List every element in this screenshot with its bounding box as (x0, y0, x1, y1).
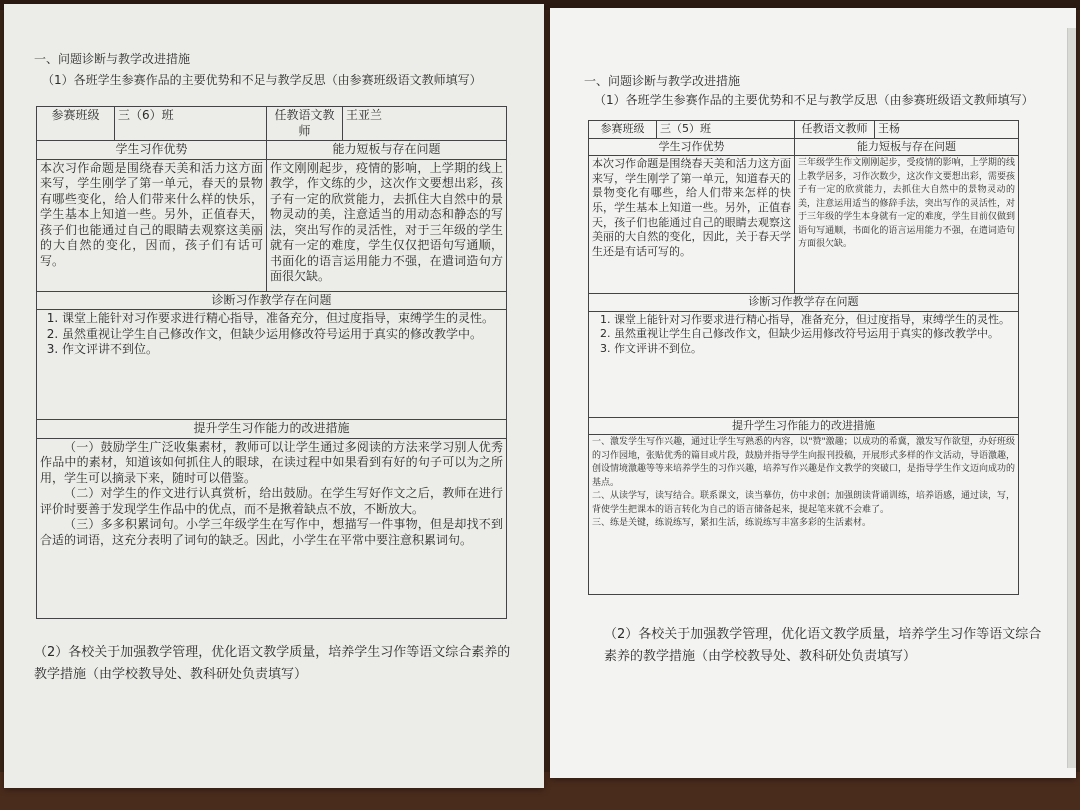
measure-paragraph: （三）多多积累词句。小学三年级学生在写作中，想描写一件事物，但是却找不到合适的词语，这充分表明了词句的缺乏。因此，小学生在平常中要注意积累词句。 (40, 517, 503, 547)
problem-item: 1. 课堂上能针对习作要求进行精心指导，准备充分，但过度指导，束缚学生的灵性。 (62, 311, 503, 327)
class-label: 参赛班级 (589, 121, 657, 139)
measure-paragraph: （一）鼓励学生广泛收集素材，教师可以让学生通过多阅读的方法来学习别人优秀作品中的素材，知道该如何抓住人的眼球，在读过程中如果看到有好的句子可以为之所用，学生可以摘录下来，随时可以借鉴。 (40, 439, 503, 485)
question-2-label: （2）各校关于加强教学管理，优化语文教学质量，培养学生习作等语文综合素养的教学措施（由学校教导处、教科研处负责填写） (604, 627, 1042, 664)
measures-cell (589, 435, 1019, 595)
measures-cell (37, 438, 507, 618)
measure-paragraph: 一、激发学生写作兴趣，通过让学生写熟悉的内容，以"赞"激趣；以成功的希冀，激发写作欲望，办好班级的习作园地，张贴优秀的篇目或片段，鼓励并指导学生向报刊投稿，开展形式多样的作文活动，导语激趣，创设情境激趣等等来培养学生的习作兴趣，培养写作兴趣是作文教学的突破口，是指导学生作文迈向成功的基点。 (592, 437, 1016, 488)
teacher-label: 任教语文教师 (267, 107, 343, 141)
teacher-value: 王亚兰 (343, 107, 507, 141)
problem-item: 3. 作文评讲不到位。 (614, 342, 1015, 357)
question-1-label: （1）各班学生参赛作品的主要优势和不足与教学反思（由参赛班级语文教师填写） (594, 93, 1034, 107)
measure-paragraph: 三、练是关键，练说练写，紧扣生活，练说练写丰富多彩的生活素材。 (592, 518, 872, 529)
question-2-label: （2）各校关于加强教学管理，优化语文教学质量，培养学生习作等语文综合素养的教学措施（由学校教导处、教科研处负责填写） (34, 645, 511, 682)
measures-header: 提升学生习作能力的改进措施 (589, 417, 1019, 435)
diagnosis-cell (589, 311, 1019, 417)
section-heading: 一、问题诊断与教学改进措施 (584, 74, 741, 88)
question-1-label: （1）各班学生参赛作品的主要优势和不足与教学反思（由参赛班级语文教师填写） (42, 73, 482, 87)
weaknesses-header: 能力短板与存在问题 (795, 138, 1019, 156)
strengths-header: 学生习作优势 (589, 138, 795, 156)
reflection-form-table (588, 120, 1019, 595)
teacher-value: 王杨 (875, 121, 1019, 139)
strengths-header: 学生习作优势 (37, 141, 267, 160)
problem-list (40, 311, 503, 358)
paper-stack-edge (1067, 28, 1076, 768)
class-value: 三（6）班 (115, 107, 267, 141)
measure-paragraph: （二）对学生的作文进行认真赏析，给出鼓励。在学生写好作文之后，教师在进行评价时要善于发现学生作品中的优点，而不是揪着缺点不放，不断放大。 (40, 486, 503, 516)
strengths-text: 本次习作命题是围绕春天美和活力这方面来写，学生刚学了第一单元，知道春天的景物变化有哪些，给人们带来怎样的快乐，学生基本上知道一些。另外，正值春天，孩子们也能通过自己的眼睛去观察这美丽的大自然的变化，因此，关于春天学生还是有话可写的。 (589, 156, 795, 294)
weaknesses-text: 三年级学生作文刚刚起步，受疫情的影响，上学期的线上教学居多，习作次数少，这次作文要想出彩，需要孩子有一定的欣赏能力，去抓住大自然中的景物灵动的美，注意运用适当的修辞手法，突出写作的灵活性，对于三年级的学生本身就有一定的难度，学生目前仅做到语句写通顺，书面化的语言运用能力不强，在遣词造句方面很欠缺。 (795, 156, 1019, 294)
problem-list (592, 313, 1015, 357)
weaknesses-text: 作文刚刚起步，疫情的影响，上学期的线上教学，作文练的少，这次作文要想出彩，孩子有一定的欣赏能力，去抓住大自然中的景物灵动的美，注意适当的用动态和静态的写法，突出写作的灵活性，对于三年级的学生就有一定的难度，学生仅仅把语句写通顺，书面化的语言运用能力不强，在遣词造句方面很欠缺。 (267, 159, 507, 291)
problem-item: 2. 虽然重视让学生自己修改作文，但缺少运用修改符号运用于真实的修改教学中。 (62, 327, 503, 343)
measure-paragraph: 二、从读学写，读写结合。联系课文，读当摹仿，仿中求创；加强朗读背诵训练，培养语感，通过读，写，背使学生把课本的语言转化为自己的语言储备起来，提起笔来就不会难了。 (592, 491, 1016, 515)
problem-item: 1. 课堂上能针对习作要求进行精心指导，准备充分，但过度指导，束缚学生的灵性。 (614, 313, 1015, 328)
diagnosis-cell (37, 310, 507, 420)
teacher-label: 任教语文教师 (795, 121, 875, 139)
strengths-text: 本次习作命题是围绕春天美和活力这方面来写，学生刚学了第一单元，春天的景物有哪些变化，给人们带来什么样的快乐，学生基本上知道一些。另外，正值春天，孩子们也能通过自己的眼睛去观察这美丽的大自然的变化，因而，孩子们有话可写。 (37, 159, 267, 291)
section-heading: 一、问题诊断与教学改进措施 (34, 52, 191, 66)
measures-header: 提升学生习作能力的改进措施 (37, 420, 507, 439)
reflection-form-table (36, 106, 507, 619)
class-value: 三（5）班 (657, 121, 795, 139)
problem-item: 3. 作文评讲不到位。 (62, 342, 503, 358)
left-paper-sheet (4, 4, 544, 788)
diagnosis-header: 诊断习作教学存在问题 (37, 291, 507, 310)
diagnosis-header: 诊断习作教学存在问题 (589, 294, 1019, 312)
problem-item: 2. 虽然重视让学生自己修改作文，但缺少运用修改符号运用于真实的修改教学中。 (614, 327, 1015, 342)
weaknesses-header: 能力短板与存在问题 (267, 141, 507, 160)
class-label: 参赛班级 (37, 107, 115, 141)
